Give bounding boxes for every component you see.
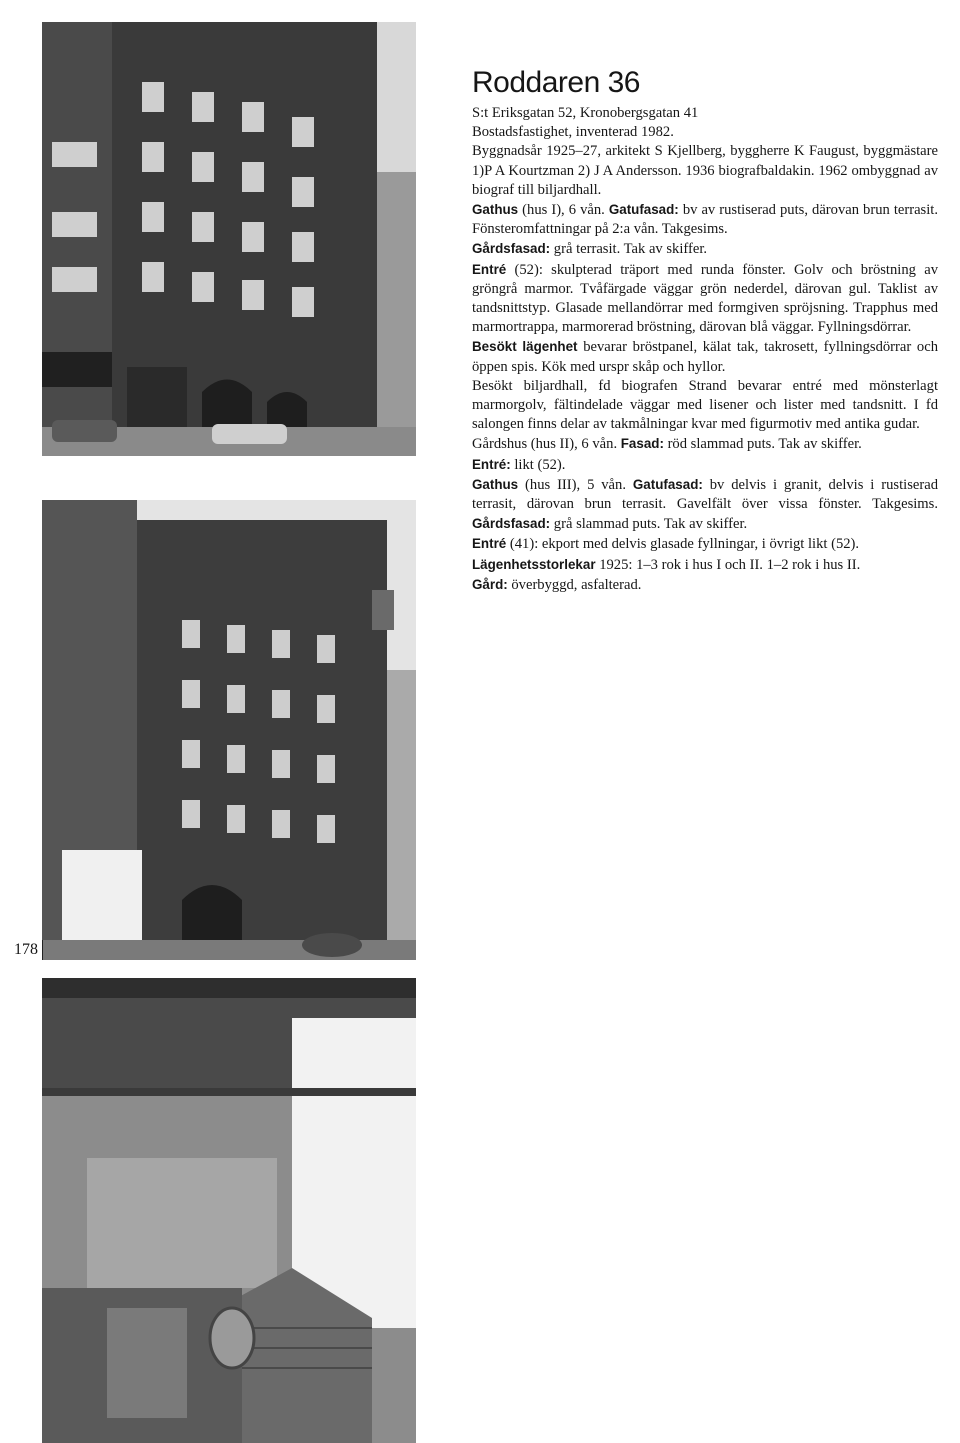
paragraph xyxy=(472,337,938,376)
paragraph-text: överbyggd, asfalterad. xyxy=(507,576,642,593)
keyword: Fasad: xyxy=(620,436,664,452)
keyword: Gathus xyxy=(472,202,519,218)
paragraph-text: S:t Eriksgatan 52, Kronobergsgatan 41 xyxy=(472,105,699,121)
paragraph-text: 1925: 1–3 rok i hus I och II. 1–2 rok i hus II. xyxy=(595,556,861,573)
description-body xyxy=(472,104,938,595)
keyword: Lägenhetsstorlekar xyxy=(472,556,596,572)
paragraph-text: bv delvis i granit, delvis i rustiserad terrasit, därovan brun terrasit. Gavelfält över vissa fönster. Takgesims. xyxy=(472,476,938,513)
keyword: Gatufasad: xyxy=(632,476,703,492)
keyword: Gatufasad: xyxy=(608,202,679,218)
paragraph-text: bv av rustiserad puts, därovan brun terrasit. Fönsteromfattningar på 2:a vån. Takgesims. xyxy=(472,202,938,238)
text-column xyxy=(472,66,938,595)
keyword: Entré: xyxy=(472,456,511,472)
paragraph-text: Bostadsfastighet, inventerad 1982. xyxy=(472,124,674,141)
paragraph xyxy=(472,555,938,575)
paragraph-text: (hus I), 6 vån. xyxy=(518,202,609,219)
paragraph xyxy=(472,434,938,454)
paragraph xyxy=(472,260,938,338)
paragraph-text: grå terrasit. Tak av skiffer. xyxy=(550,241,708,258)
paragraph xyxy=(472,200,938,239)
keyword: Gård: xyxy=(472,576,508,592)
page-number: 178 xyxy=(6,940,43,960)
paragraph xyxy=(472,142,938,200)
paragraph xyxy=(472,455,938,475)
paragraph-text: röd slammad puts. Tak av skiffer. xyxy=(663,436,862,453)
paragraph xyxy=(472,239,938,259)
paragraph-text: (52): skulpterad träport med runda fönster. Golv och bröstning av gröngrå marmor. Tvåfärgade väggar grön nederdel, därovan gul. Taklist av tandsnittstyp. Glasade mellandörrar med formgiven spröjsning. Trapphus med marmortrappa, marmorerad bröstning, därovan blå väggar. Fyllningsdörrar. xyxy=(472,261,938,336)
photo-interior-entrance xyxy=(42,978,416,1443)
keyword: Gårdsfasad: xyxy=(472,241,551,257)
paragraph-text: likt (52). xyxy=(510,456,566,473)
paragraph-text: Byggnadsår 1925–27, arkitekt S Kjellberg, byggherre K Faugust, byggmästare 1)P A Kourtzman 2) J A Andersson. 1936 biografbaldakin. 1962 ombyggnad av biograf till biljardhall. xyxy=(472,143,938,198)
paragraph xyxy=(472,377,938,435)
keyword: Gårdsfasad: xyxy=(472,516,551,532)
paragraph-text: (hus III), 5 vån. xyxy=(518,476,633,493)
photo-street-facade xyxy=(42,22,416,456)
paragraph-text: Gårdshus (hus II), 6 vån. xyxy=(472,436,621,453)
paragraph xyxy=(472,534,938,554)
paragraph-text: grå slammad puts. Tak av skiffer. xyxy=(550,516,748,533)
keyword: Entré xyxy=(472,536,507,552)
paragraph xyxy=(472,575,938,595)
keyword: Entré xyxy=(472,261,507,277)
keyword: Besökt lägenhet xyxy=(472,339,578,355)
paragraph-text: bevarar bröstpanel, kälat tak, takrosett, fyllningsdörrar och öppen spis. Kök med urspr skåp och hyllor. xyxy=(472,339,938,375)
paragraph xyxy=(472,104,938,123)
paragraph-text: (41): ekport med delvis glasade fyllningar, i övrigt likt (52). xyxy=(506,536,860,553)
keyword: Gathus xyxy=(472,476,519,492)
photo-courtyard-facade xyxy=(42,500,416,960)
paragraph xyxy=(472,475,938,535)
page-title: Roddaren 36 xyxy=(472,66,640,99)
paragraph xyxy=(472,123,938,142)
paragraph-text: Besökt biljardhall, fd biografen Strand bevarar entré med mönsterlagt marmorgolv, fältindelade väggar med lisener och lister med tandsnitt. I fd salongen finns delar av takmålningar kvar med figurmotiv med antika gudar. xyxy=(472,377,938,433)
